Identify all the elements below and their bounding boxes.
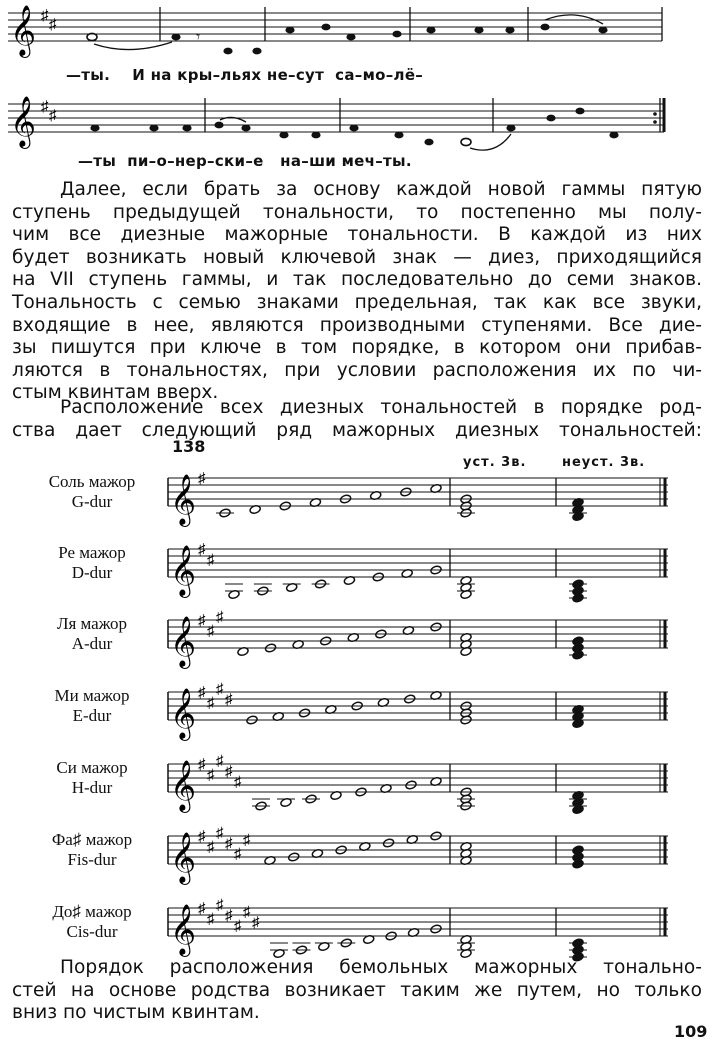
text-line: ляются в тональностях, при условии расположения их по чи-	[12, 359, 702, 381]
sharp-icon: ♯	[198, 613, 206, 629]
text-line: Расположение всех диезных тональностей в порядке род-	[60, 397, 702, 418]
text-line: стей на основе родства возникает таким же путем, но только	[12, 979, 702, 1001]
text-line: будет возникать новый ключевой знак — диез, приходящийся	[12, 246, 702, 268]
text-line: на VII ступень гаммы, и так последовательно до семи знаков.	[12, 269, 702, 291]
key-name-de: A-dur	[71, 634, 113, 653]
key-name-de: Cis-dur	[66, 922, 118, 941]
stable-thirds-header: уст. 3в.	[463, 455, 527, 470]
key-name-de: G-dur	[71, 492, 113, 511]
key-name-ru: Ля мажор	[56, 614, 128, 633]
sharp-icon: ♯	[207, 839, 215, 856]
scale-staff	[168, 682, 688, 752]
treble-clef-icon: 𝄞	[170, 616, 197, 667]
text-line: зы пишутся при ключе в том порядке, в котором они прибав-	[12, 337, 702, 359]
text-line: Порядок расположения бемольных мажорных тонально-	[60, 957, 702, 978]
key-label	[22, 543, 162, 583]
text-line: чим все диезные мажорные тональности. В каждой из них	[12, 224, 702, 246]
scale-staff	[168, 826, 688, 896]
sharp-icon: ♯	[198, 471, 206, 487]
sharp-icon: ♯	[216, 897, 224, 914]
sharp-icon: ♯	[234, 774, 242, 791]
lyrics-line-2: —ты пи–о–нер–ски–е на–ши меч–ты.	[78, 152, 412, 170]
unstable-thirds-header: неуст. 3в.	[562, 455, 646, 470]
melody-staff-1	[0, 0, 718, 60]
key-name-ru: Си мажор	[56, 758, 128, 777]
treble-clef-icon: 𝄞	[170, 545, 197, 596]
sharp-icon: ♯	[216, 753, 224, 770]
treble-clef-icon: 𝄞	[170, 474, 197, 525]
sharp-icon: ♯	[207, 911, 215, 928]
sharp-icon: ♯	[207, 623, 215, 640]
key-label	[22, 614, 162, 654]
key-name-ru: Ре мажор	[58, 543, 126, 562]
scale-staff	[168, 754, 688, 824]
svg-text:♯: ♯	[49, 17, 57, 33]
melody-staff-2	[0, 90, 718, 160]
svg-text:𝄞: 𝄞	[10, 5, 37, 56]
sharp-icon: ♯	[198, 829, 206, 845]
svg-text:𝄾: 𝄾	[196, 29, 201, 46]
lyrics-line-1: —ты. И на кры–льях не–сут са–мо–лё–	[66, 66, 424, 84]
sharp-icon: ♯	[198, 901, 206, 917]
scale-staff	[168, 610, 688, 680]
sharp-icon: ♯	[216, 609, 224, 626]
scale-staff	[168, 539, 688, 609]
key-label	[22, 830, 162, 870]
key-name-de: H-dur	[71, 778, 113, 797]
text-line: стым квинтам вверх.	[12, 382, 219, 404]
sharp-icon: ♯	[198, 685, 206, 701]
key-name-ru: Фа♯ мажор	[51, 830, 133, 849]
key-label	[22, 472, 162, 512]
treble-clef-icon: 𝄞	[170, 688, 197, 739]
svg-text:♯: ♯	[41, 99, 49, 115]
treble-clef-icon: 𝄞	[170, 832, 197, 883]
text-line: Далее, если брать за основу каждой новой гаммы пятую	[60, 179, 702, 200]
sharp-icon: ♯	[207, 695, 215, 712]
sharp-icon: ♯	[225, 908, 233, 924]
key-name-ru: Соль мажор	[48, 472, 136, 491]
key-name-de: D-dur	[71, 563, 113, 582]
scale-staff	[168, 468, 688, 538]
paragraph-1	[12, 179, 702, 405]
sharp-icon: ♯	[225, 836, 233, 852]
sharp-icon: ♯	[198, 542, 206, 558]
text-line: ступень предыдущей тональности, то постепенно мы полу-	[12, 201, 702, 223]
text-line: вниз по чистым квинтам.	[12, 1002, 260, 1024]
key-label	[22, 758, 162, 798]
key-name-de: E-dur	[72, 706, 112, 725]
key-label	[22, 902, 162, 942]
sharp-icon: ♯	[207, 767, 215, 784]
sharp-icon: ♯	[234, 846, 242, 863]
example-number: 138	[172, 437, 206, 456]
sharp-icon: ♯	[216, 681, 224, 698]
svg-text:♯: ♯	[41, 8, 49, 24]
sharp-icon: ♯	[225, 764, 233, 780]
key-name-de: Fis-dur	[67, 850, 117, 869]
treble-clef-icon: 𝄞	[170, 760, 197, 811]
paragraph-2	[12, 397, 702, 442]
text-line: Тональность с семью знаками предельная, так как все звуки,	[12, 291, 702, 313]
sharp-icon: ♯	[198, 757, 206, 773]
text-line: ства дает следующий ряд мажорных диезных тональностей:	[12, 419, 702, 441]
svg-text:𝄞: 𝄞	[10, 96, 37, 147]
sharp-icon: ♯	[243, 904, 251, 921]
text-line: входящие в нее, являются производными ступенями. Все дие-	[12, 314, 702, 336]
page-number: 109	[674, 1022, 708, 1041]
treble-clef-icon: 𝄞	[170, 904, 197, 955]
sharp-icon: ♯	[252, 915, 260, 931]
paragraph-3	[12, 957, 702, 1025]
key-label	[22, 686, 162, 726]
sharp-icon: ♯	[234, 918, 242, 935]
sharp-icon: ♯	[207, 552, 215, 569]
sharp-icon: ♯	[243, 832, 251, 849]
sharp-icon: ♯	[216, 825, 224, 842]
svg-text:♯: ♯	[49, 108, 57, 124]
sharp-icon: ♯	[225, 692, 233, 708]
key-name-ru: Ми мажор	[54, 686, 130, 705]
key-name-ru: До♯ мажор	[52, 902, 132, 921]
